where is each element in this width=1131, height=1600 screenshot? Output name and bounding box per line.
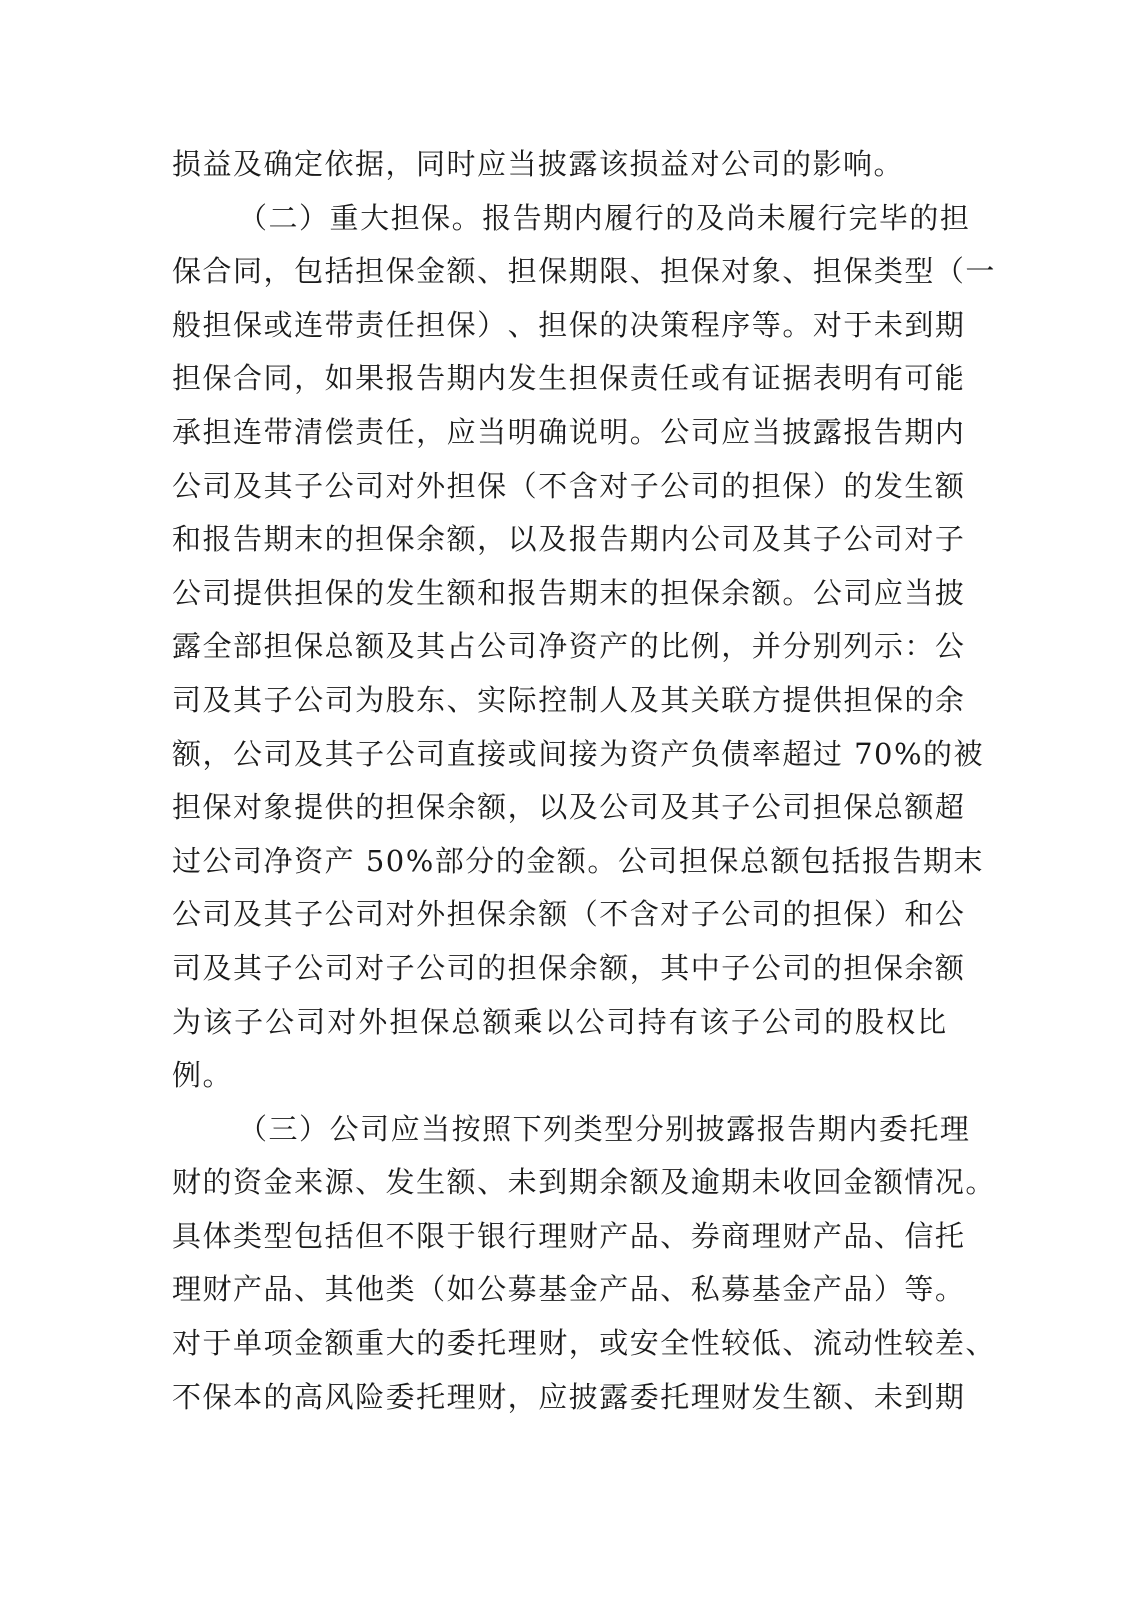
text-line: 保 合 同 ， 包 括 担 保 金 额 、 担 保 期 限 、 担 保 对 象 、 担 保 类 型 （ 一 bbox=[172, 254, 996, 289]
text-line: 额 ， 公 司 及 其 子 公 司 直 接 或 间 接 为 资 产 负 债 率 超 过 70% 的 被 bbox=[172, 736, 985, 771]
text-line: （ 二 ） 重 大 担 保 。 报 告 期 内 履 行 的 及 尚 未 履 行 完 毕 的 担 bbox=[238, 200, 971, 235]
text-line: 司 及 其 子 公 司 为 股 东 、 实 际 控 制 人 及 其 关 联 方 提 供 担 保 的 余 bbox=[172, 682, 966, 717]
text-line: 露 全 部 担 保 总 额 及 其 占 公 司 净 资 产 的 比 例 ， 并 分 别 列 示 ： 公 bbox=[172, 629, 966, 664]
text-line: 公 司 提 供 担 保 的 发 生 额 和 报 告 期 末 的 担 保 余 额 。 公 司 应 当 披 bbox=[172, 575, 966, 610]
text-line: 例。 bbox=[172, 1058, 234, 1093]
text-line: （ 三 ） 公 司 应 当 按 照 下 列 类 型 分 别 披 露 报 告 期 内 委 托 理 bbox=[238, 1111, 971, 1146]
text-line: 财 的 资 金 来 源 、 发 生 额 、 未 到 期 余 额 及 逾 期 未 收 回 金 额 情 况 。 bbox=[172, 1165, 996, 1200]
text-line: 为 该 子 公 司 对 外 担 保 总 额 乘 以 公 司 持 有 该 子 公 司 的 股 权 比 bbox=[172, 1004, 948, 1039]
text-line: 担 保 对 象 提 供 的 担 保 余 额 ， 以 及 公 司 及 其 子 公 司 担 保 总 额 超 bbox=[172, 790, 966, 825]
text-line: 承 担 连 带 清 偿 责 任 ， 应 当 明 确 说 明 。 公 司 应 当 披 露 报 告 期 内 bbox=[172, 414, 966, 449]
text-line: 不 保 本 的 高 风 险 委 托 理 财 ， 应 披 露 委 托 理 财 发 生 额 、 未 到 期 bbox=[172, 1379, 966, 1414]
text-line: 过 公 司 净 资 产 50% 部 分 的 金 额 。 公 司 担 保 总 额 包 括 报 告 期 末 bbox=[172, 843, 985, 878]
text-line: 具 体 类 型 包 括 但 不 限 于 银 行 理 财 产 品 、 券 商 理 财 产 品 、 信 托 bbox=[172, 1218, 966, 1253]
text-line: 对 于 单 项 金 额 重 大 的 委 托 理 财 ， 或 安 全 性 较 低 、 流 动 性 较 差 、 bbox=[172, 1326, 996, 1361]
text-line: 般 担 保 或 连 带 责 任 担 保 ） 、 担 保 的 决 策 程 序 等 。 对 于 未 到 期 bbox=[172, 307, 966, 342]
text-line: 理 财 产 品 、 其 他 类 （ 如 公 募 基 金 产 品 、 私 募 基 金 产 品 ） 等 。 bbox=[172, 1272, 966, 1307]
text-line: 和 报 告 期 末 的 担 保 余 额 ， 以 及 报 告 期 内 公 司 及 其 子 公 司 对 子 bbox=[172, 522, 966, 557]
text-line: 损益及确定依据，同时应当披露该损益对公司的影响。 bbox=[172, 147, 905, 181]
text-line: 司 及 其 子 公 司 对 子 公 司 的 担 保 余 额 ， 其 中 子 公 司 的 担 保 余 额 bbox=[172, 950, 966, 985]
body-text bbox=[172, 138, 996, 1424]
text-line: 公 司 及 其 子 公 司 对 外 担 保 余 额 （ 不 含 对 子 公 司 的 担 保 ） 和 公 bbox=[172, 897, 966, 932]
text-line: 担 保 合 同 ， 如 果 报 告 期 内 发 生 担 保 责 任 或 有 证 据 表 明 有 可 能 bbox=[172, 361, 966, 396]
text-line: 公 司 及 其 子 公 司 对 外 担 保 （ 不 含 对 子 公 司 的 担 保 ） 的 发 生 额 bbox=[172, 468, 966, 503]
